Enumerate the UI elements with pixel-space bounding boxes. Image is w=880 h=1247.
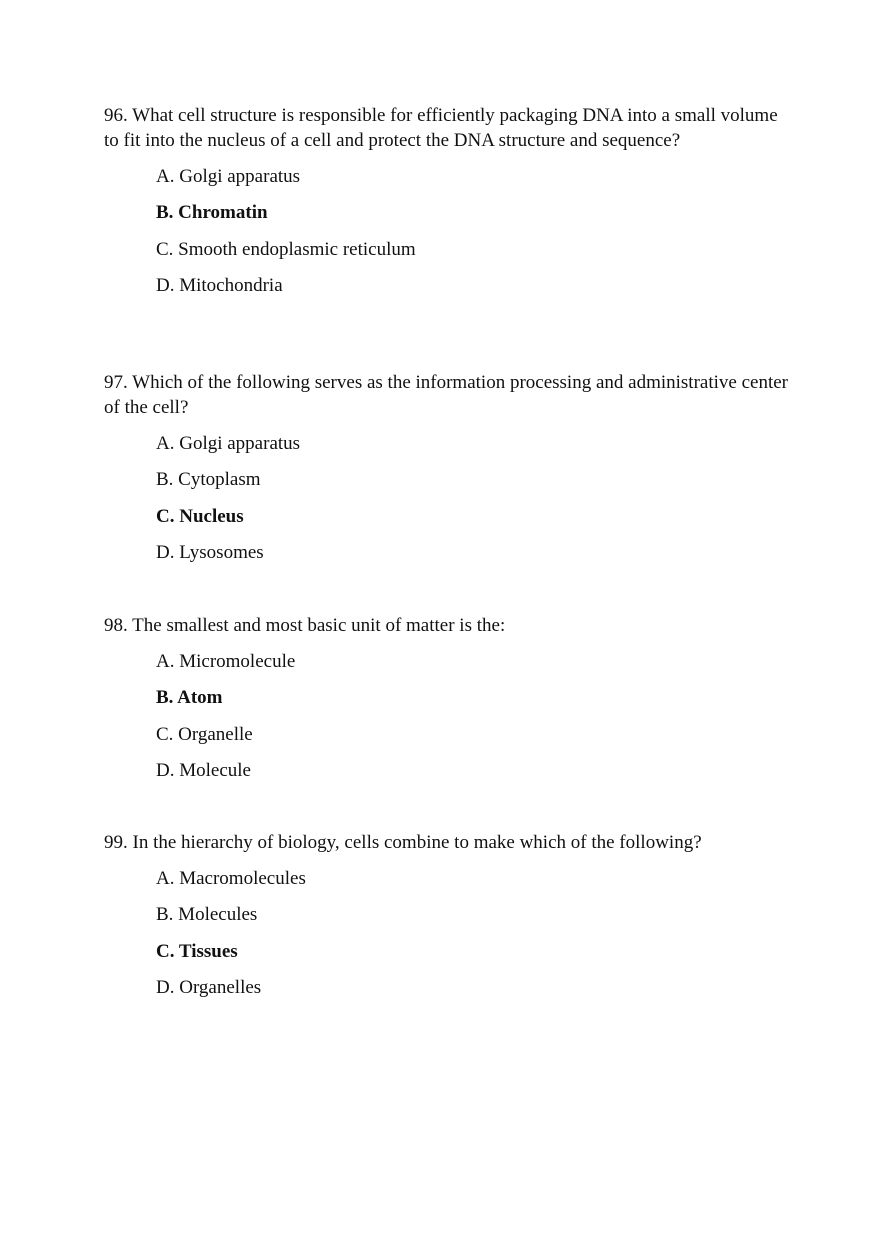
answer-option: A. Macromolecules	[156, 868, 306, 889]
answer-option: C. Organelle	[156, 723, 253, 745]
answer-option: B. Cytoplasm	[156, 469, 261, 491]
question-block	[104, 370, 794, 576]
question-block	[104, 613, 794, 794]
answer-option: A. Micromolecule	[156, 651, 296, 672]
answer-option: D. Lysosomes	[156, 541, 264, 563]
answer-option-correct: B. Atom	[156, 687, 223, 709]
answer-option: B. Molecules	[156, 904, 258, 926]
question-text: 96. What cell structure is responsible for efficiently packaging DNA into a small volume to fit into the nucleus of a cell and protect the DNA structure and sequence?	[104, 105, 778, 151]
answer-options	[156, 431, 794, 576]
question-text: 99. In the hierarchy of biology, cells combine to make which of the following?	[104, 832, 702, 853]
question-block	[104, 830, 794, 1011]
answer-option: A. Golgi apparatus	[156, 433, 301, 454]
question-block	[104, 103, 794, 309]
answer-option-correct: C. Nucleus	[156, 505, 244, 527]
question-text: 97. Which of the following serves as the information processing and administrative center of the cell?	[104, 372, 788, 418]
answer-options	[156, 866, 794, 1011]
answer-option: A. Golgi apparatus	[156, 166, 301, 187]
question-text: 98. The smallest and most basic unit of matter is the:	[104, 615, 506, 636]
answer-option: D. Organelles	[156, 976, 262, 998]
answer-option-correct: C. Tissues	[156, 940, 238, 962]
answer-option: C. Smooth endoplasmic reticulum	[156, 238, 416, 260]
answer-option: D. Mitochondria	[156, 274, 283, 296]
answer-option-correct: B. Chromatin	[156, 202, 268, 224]
answer-option: D. Molecule	[156, 759, 251, 781]
answer-options	[156, 164, 794, 309]
answer-options	[156, 649, 794, 794]
